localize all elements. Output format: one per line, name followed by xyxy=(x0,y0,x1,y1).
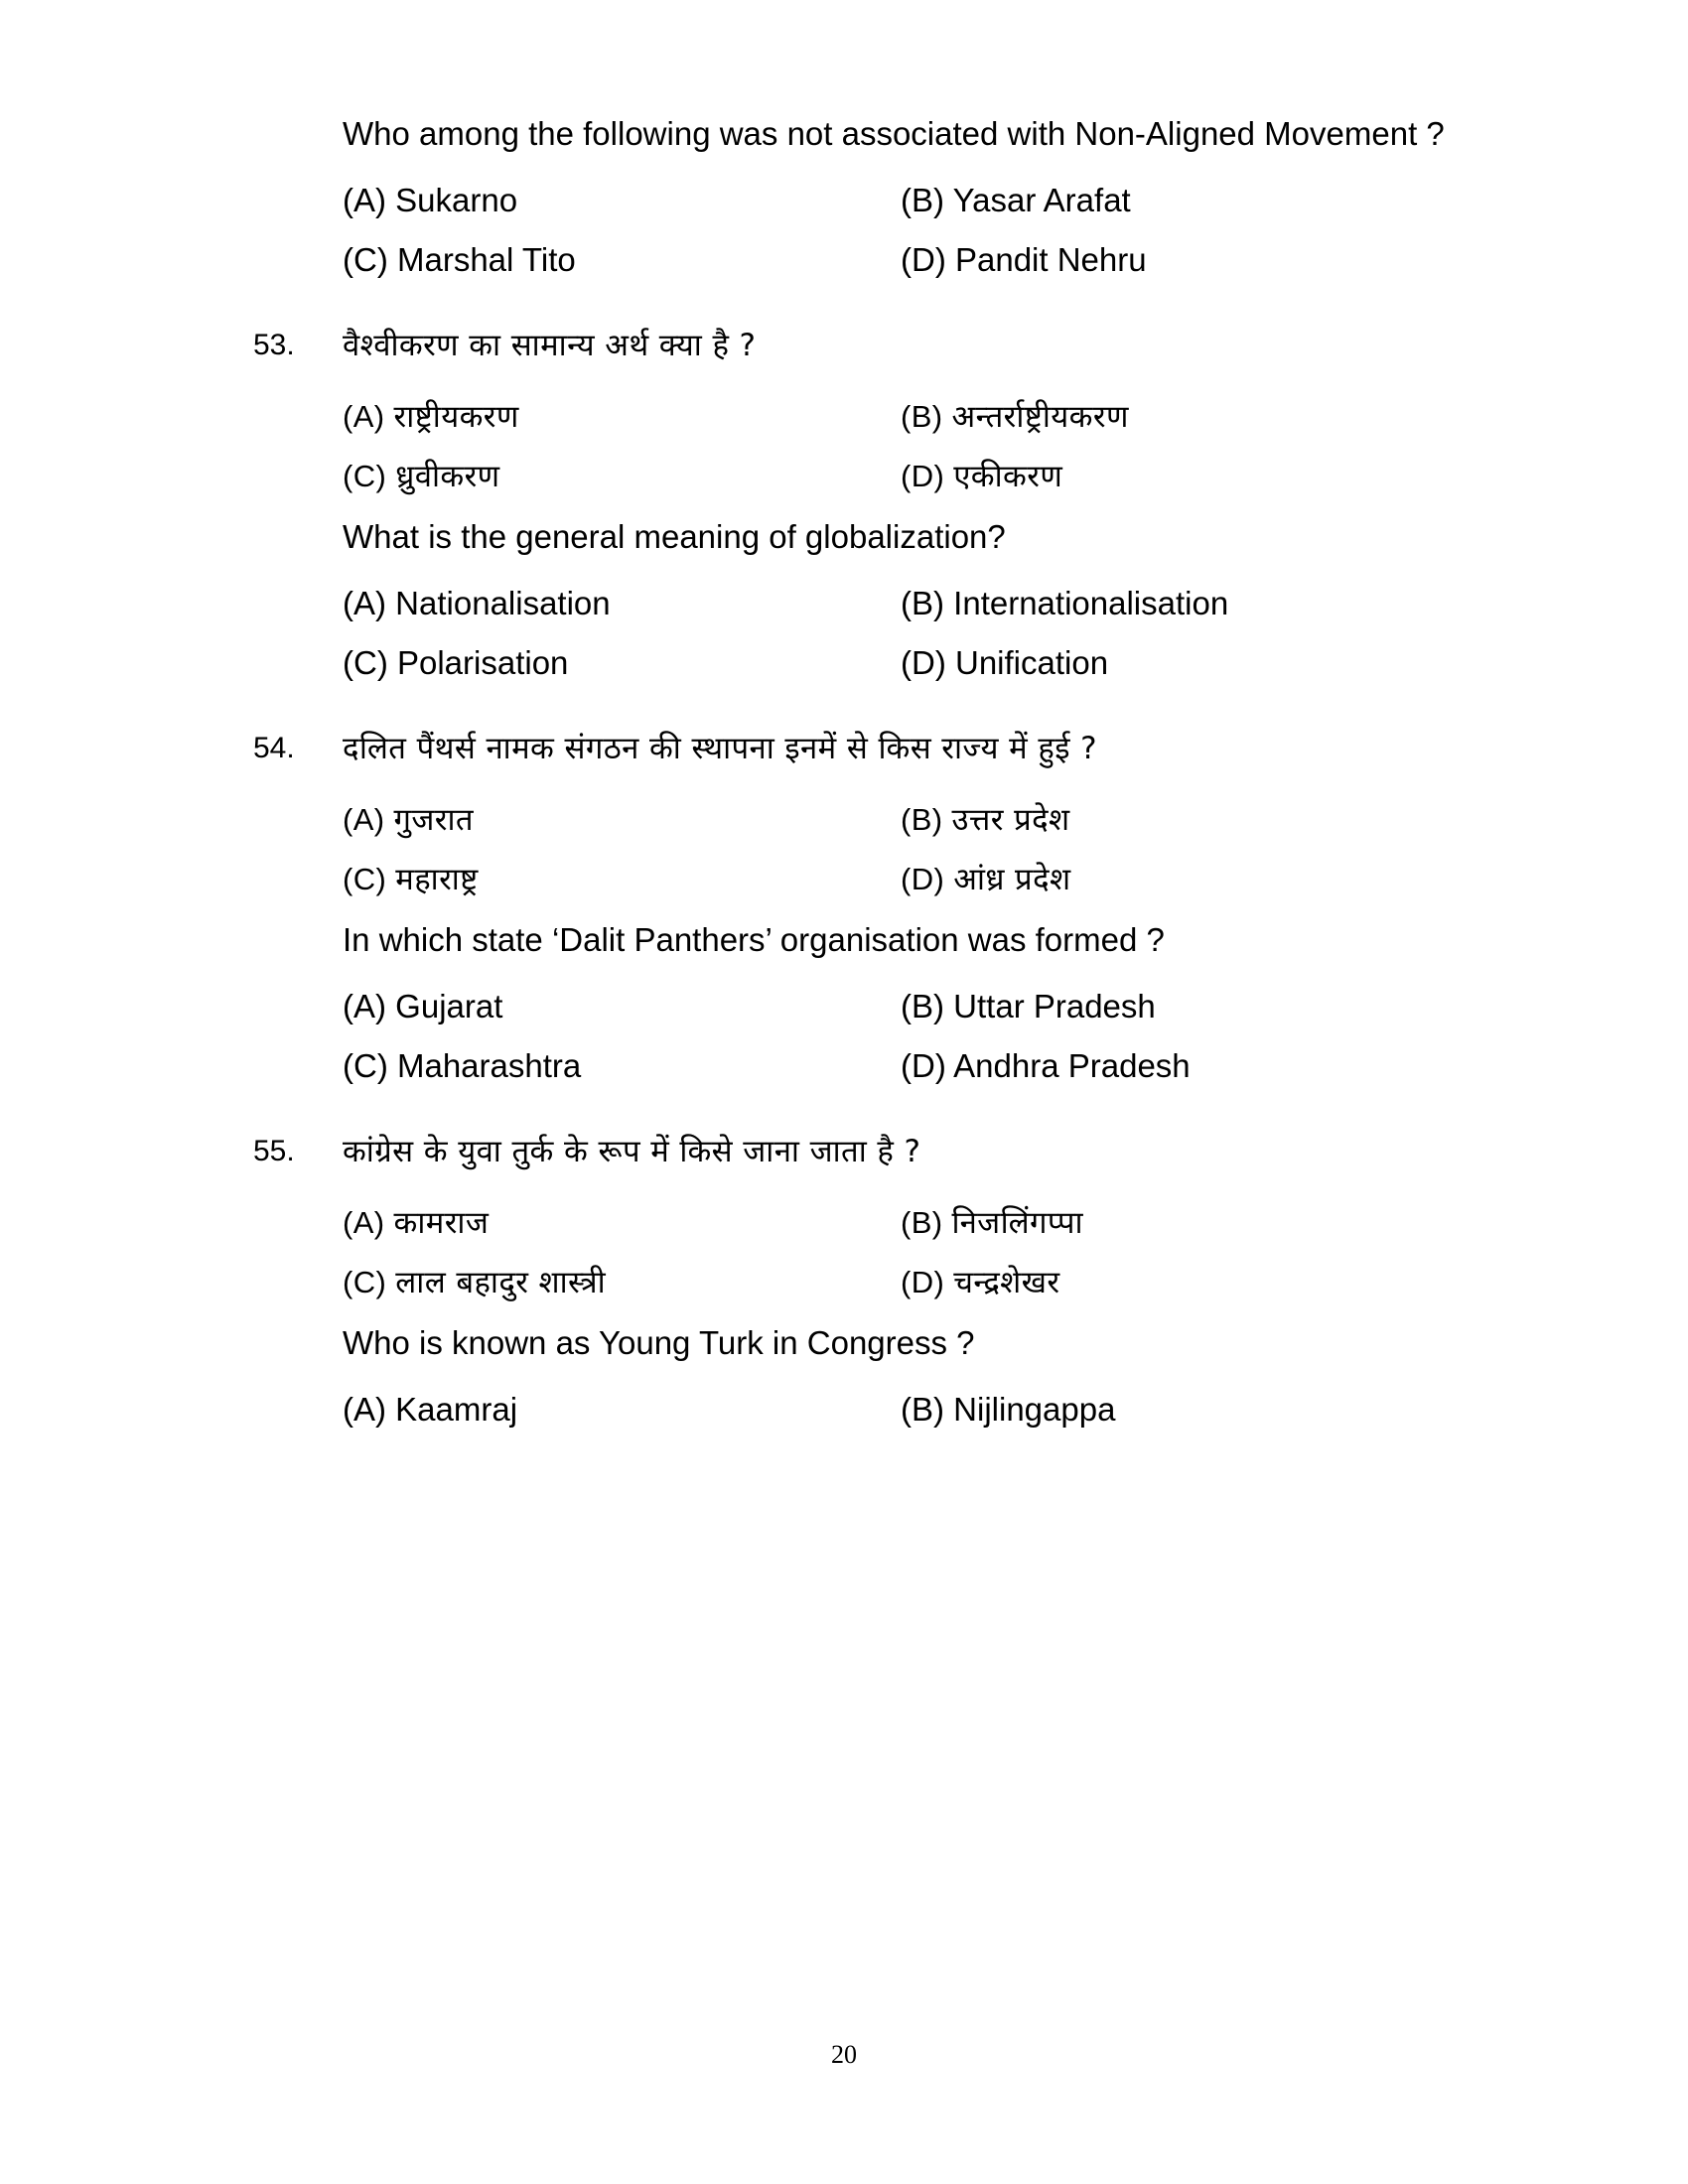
option-label: आंध्र प्रदेश xyxy=(953,862,1071,897)
option-tag: (D) xyxy=(901,241,955,278)
question-text-english: In which state ‘Dalit Panthers’ organisation was formed ? xyxy=(343,921,1165,958)
option-label: उत्तर प्रदेश xyxy=(951,802,1070,838)
option-tag: (C) xyxy=(343,1047,397,1084)
question-text-hindi: वैश्वीकरण का सामान्य अर्थ क्या है ? xyxy=(343,328,757,363)
option-d[interactable] xyxy=(901,461,1062,492)
option-row xyxy=(343,461,1475,520)
option-row xyxy=(343,184,1475,243)
option-a[interactable] xyxy=(343,1207,489,1239)
option-tag: (C) xyxy=(343,1265,396,1299)
question-list xyxy=(253,117,1475,1452)
option-row xyxy=(343,864,1475,923)
option-d[interactable] xyxy=(901,1267,1060,1298)
option-c[interactable] xyxy=(343,646,568,679)
option-a[interactable] xyxy=(343,990,502,1023)
option-label: Yasar Arafat xyxy=(952,182,1131,218)
option-tag: (B) xyxy=(901,182,953,218)
option-d[interactable] xyxy=(901,864,1070,895)
option-label: Unification xyxy=(954,644,1109,681)
option-label: Sukarno xyxy=(395,182,518,218)
option-label: Polarisation xyxy=(396,644,569,681)
option-label: कामराज xyxy=(393,1205,490,1241)
option-c[interactable] xyxy=(343,1049,581,1082)
option-label: Internationalisation xyxy=(953,585,1229,621)
option-label: Marshal Tito xyxy=(396,241,576,278)
option-b[interactable] xyxy=(901,1207,1083,1239)
option-label: एकीकरण xyxy=(953,459,1063,494)
option-a[interactable] xyxy=(343,184,517,216)
option-tag: (D) xyxy=(901,459,954,493)
option-label: Kaamraj xyxy=(395,1391,518,1428)
option-label: Nationalisation xyxy=(395,585,611,621)
option-label: ध्रुवीकरण xyxy=(395,459,500,494)
question-text-hindi: कांग्रेस के युवा तुर्क के रूप में किसे जाना जाता है ? xyxy=(343,1134,921,1169)
option-tag: (C) xyxy=(343,459,396,493)
page-number: 20 xyxy=(831,2040,857,2069)
question-block-52-continued xyxy=(253,117,1475,303)
option-tag: (B) xyxy=(901,988,954,1024)
option-row xyxy=(343,990,1475,1049)
question-text-english: Who among the following was not associated with Non-Aligned Movement ? xyxy=(343,115,1445,152)
question-row xyxy=(253,731,1475,766)
question-text-english: What is the general meaning of globalization? xyxy=(343,518,1006,555)
option-tag: (C) xyxy=(343,644,397,681)
option-tag: (C) xyxy=(343,241,397,278)
option-tag: (D) xyxy=(901,862,954,896)
option-b[interactable] xyxy=(901,184,1131,216)
option-tag: (B) xyxy=(901,1205,952,1240)
question-number: 54. xyxy=(253,732,295,764)
option-row xyxy=(343,401,1475,461)
option-tag: (C) xyxy=(343,862,396,896)
option-a[interactable] xyxy=(343,1393,517,1426)
question-row xyxy=(253,1326,1475,1359)
option-c[interactable] xyxy=(343,1267,606,1298)
option-label: Maharashtra xyxy=(396,1047,582,1084)
question-block-54 xyxy=(253,731,1475,1109)
question-row xyxy=(253,923,1475,956)
question-row xyxy=(253,117,1475,150)
option-row xyxy=(343,1393,1475,1452)
option-a[interactable] xyxy=(343,804,474,836)
option-label: Pandit Nehru xyxy=(954,241,1147,278)
question-row xyxy=(253,328,1475,363)
option-tag: (A) xyxy=(343,988,396,1024)
option-row xyxy=(343,1207,1475,1267)
question-text-hindi: दलित पैंथर्स नामक संगठन की स्थापना इनमें से किस राज्य में हुई ? xyxy=(343,731,1097,766)
option-label: निजलिंगप्पा xyxy=(951,1205,1083,1241)
option-tag: (A) xyxy=(343,802,394,837)
question-row xyxy=(253,520,1475,553)
option-label: महाराष्ट्र xyxy=(395,862,479,897)
option-b[interactable] xyxy=(901,401,1129,433)
question-block-53 xyxy=(253,328,1475,706)
option-d[interactable] xyxy=(901,646,1108,679)
option-label: गुजरात xyxy=(393,802,474,838)
question-row xyxy=(253,1134,1475,1169)
option-b[interactable] xyxy=(901,587,1228,619)
option-label: अन्तर्राष्ट्रीयकरण xyxy=(951,399,1129,435)
option-tag: (B) xyxy=(901,1391,954,1428)
option-label: चन्द्रशेखर xyxy=(953,1265,1060,1300)
option-row xyxy=(343,1267,1475,1326)
option-row xyxy=(343,587,1475,646)
option-c[interactable] xyxy=(343,243,576,276)
option-b[interactable] xyxy=(901,804,1069,836)
option-a[interactable] xyxy=(343,401,519,433)
option-tag: (B) xyxy=(901,802,952,837)
option-b[interactable] xyxy=(901,1393,1115,1426)
option-tag: (A) xyxy=(343,1391,396,1428)
option-row xyxy=(343,1049,1475,1109)
option-tag: (D) xyxy=(901,1047,954,1084)
option-tag: (B) xyxy=(901,585,954,621)
option-label: लाल बहादुर शास्त्री xyxy=(395,1265,607,1300)
question-number: 55. xyxy=(253,1135,295,1167)
option-tag: (A) xyxy=(343,399,394,434)
option-row xyxy=(343,646,1475,706)
option-tag: (A) xyxy=(343,585,396,621)
option-d[interactable] xyxy=(901,1049,1191,1082)
option-c[interactable] xyxy=(343,461,499,492)
option-d[interactable] xyxy=(901,243,1147,276)
option-c[interactable] xyxy=(343,864,479,895)
option-tag: (B) xyxy=(901,399,952,434)
option-tag: (D) xyxy=(901,1265,954,1299)
option-label: Gujarat xyxy=(395,988,503,1024)
option-label: Uttar Pradesh xyxy=(953,988,1156,1024)
option-row xyxy=(343,243,1475,303)
option-tag: (A) xyxy=(343,1205,394,1240)
option-label: राष्ट्रीयकरण xyxy=(393,399,519,435)
question-text-english: Who is known as Young Turk in Congress ? xyxy=(343,1324,975,1361)
option-tag: (D) xyxy=(901,644,955,681)
question-number: 53. xyxy=(253,329,295,361)
option-b[interactable] xyxy=(901,990,1156,1023)
option-row xyxy=(343,804,1475,864)
question-block-55 xyxy=(253,1134,1475,1452)
option-label: Nijlingappa xyxy=(953,1391,1116,1428)
option-tag: (A) xyxy=(343,182,396,218)
option-label: Andhra Pradesh xyxy=(953,1047,1191,1084)
option-a[interactable] xyxy=(343,587,611,619)
